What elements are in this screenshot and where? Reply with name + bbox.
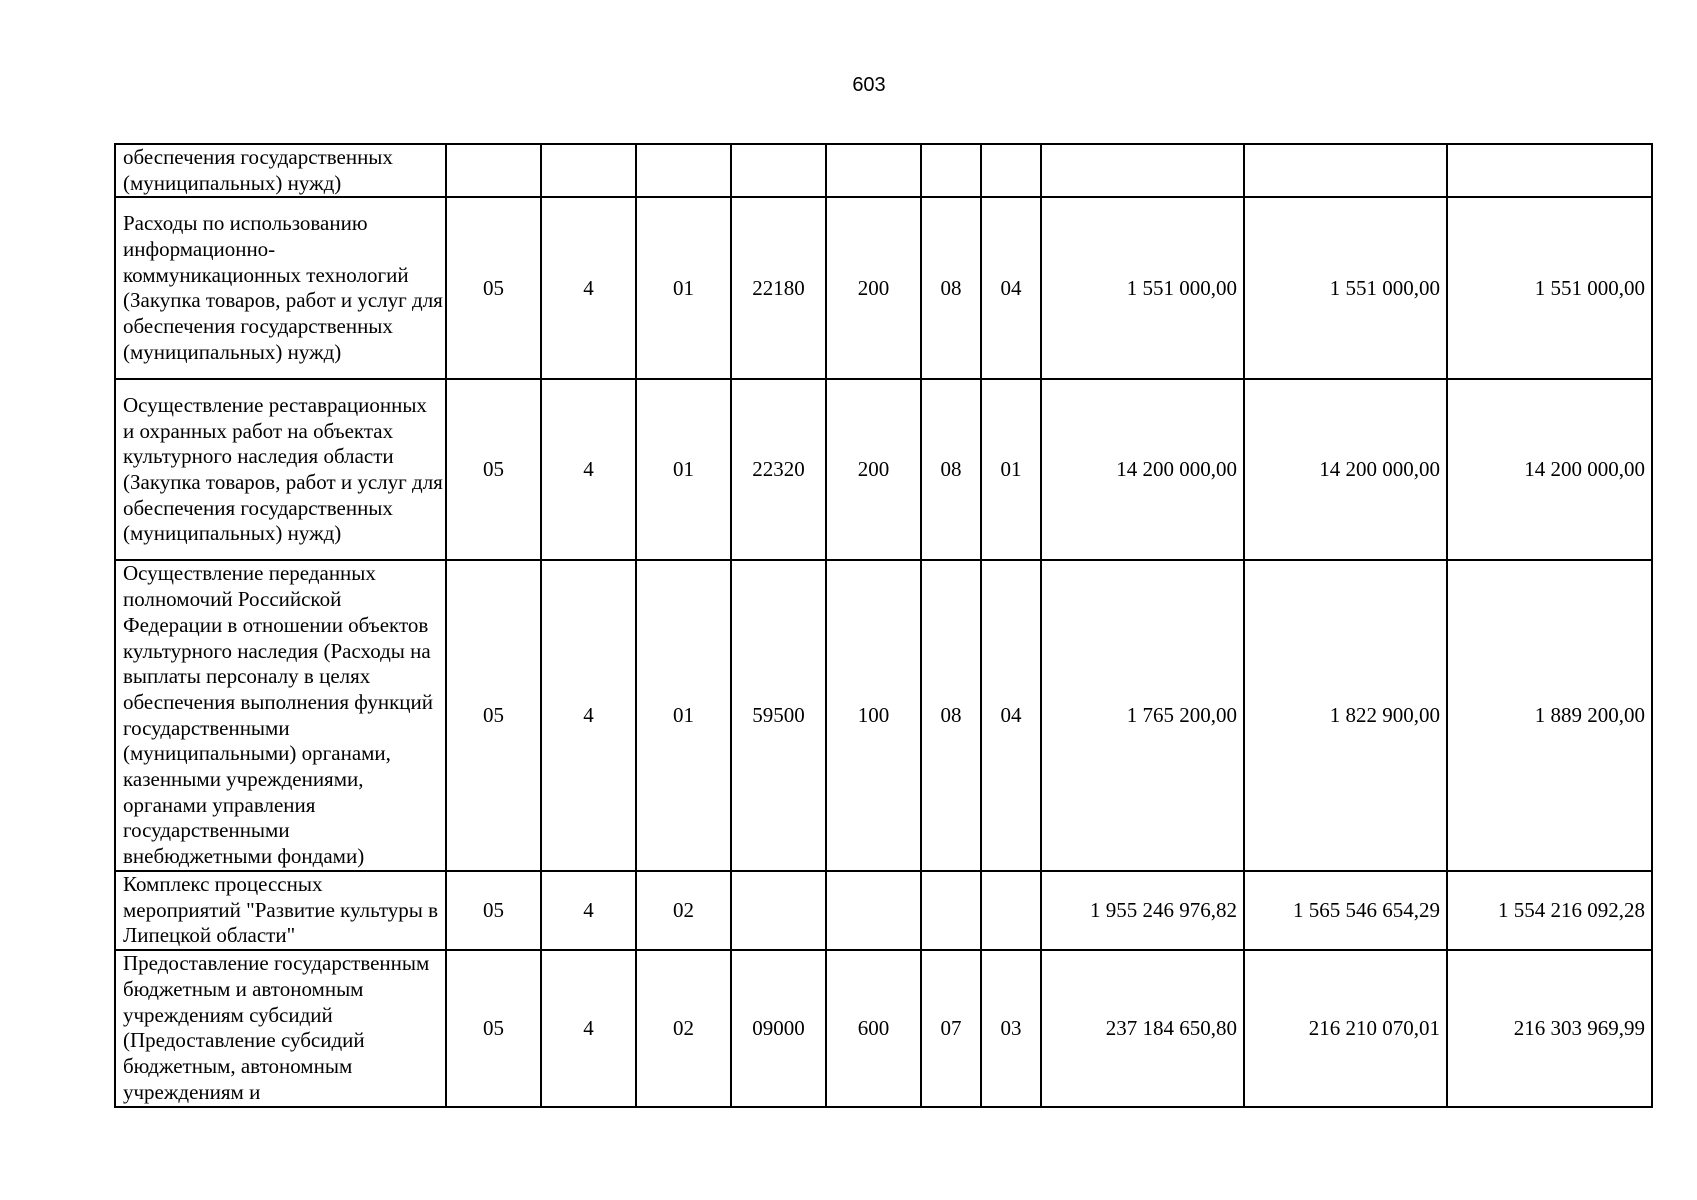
budget-table <box>114 143 1653 1108</box>
code-cell: 05 <box>446 950 541 1107</box>
table-row <box>115 871 1652 950</box>
code-cell: 4 <box>541 197 636 379</box>
code-cell: 100 <box>826 560 921 870</box>
code-cell <box>541 144 636 197</box>
expense-name: Комплекс процессных мероприятий "Развитие культуры в Липецкой области" <box>115 871 446 950</box>
table-row <box>115 144 1652 197</box>
code-cell <box>446 144 541 197</box>
code-cell: 04 <box>981 560 1041 870</box>
code-cell: 02 <box>636 950 731 1107</box>
amount-cell: 1 551 000,00 <box>1244 197 1447 379</box>
code-cell: 01 <box>981 379 1041 560</box>
code-cell: 01 <box>636 560 731 870</box>
code-cell <box>731 144 826 197</box>
code-cell: 02 <box>636 871 731 950</box>
page-number: 603 <box>852 74 886 96</box>
code-cell: 05 <box>446 197 541 379</box>
amount-cell: 14 200 000,00 <box>1041 379 1244 560</box>
amount-cell <box>1244 144 1447 197</box>
amount-cell: 1 765 200,00 <box>1041 560 1244 870</box>
amount-cell: 1 955 246 976,82 <box>1041 871 1244 950</box>
code-cell: 59500 <box>731 560 826 870</box>
code-cell <box>981 144 1041 197</box>
amount-cell: 14 200 000,00 <box>1447 379 1652 560</box>
code-cell <box>981 871 1041 950</box>
code-cell: 22180 <box>731 197 826 379</box>
code-cell: 07 <box>921 950 981 1107</box>
code-cell: 4 <box>541 871 636 950</box>
amount-cell: 216 210 070,01 <box>1244 950 1447 1107</box>
amount-cell: 237 184 650,80 <box>1041 950 1244 1107</box>
code-cell: 200 <box>826 197 921 379</box>
amount-cell: 216 303 969,99 <box>1447 950 1652 1107</box>
amount-cell: 1 822 900,00 <box>1244 560 1447 870</box>
code-cell: 04 <box>981 197 1041 379</box>
code-cell: 08 <box>921 197 981 379</box>
expense-name: обеспечения государственных (муниципальных) нужд) <box>115 144 446 197</box>
amount-cell <box>1041 144 1244 197</box>
table-row <box>115 560 1652 870</box>
code-cell <box>636 144 731 197</box>
expense-name: Расходы по использованию информационно-коммуникационных технологий (Закупка товаров, работ и услуг для обеспечения государственных (муниципальных) нужд) <box>115 197 446 379</box>
code-cell: 4 <box>541 560 636 870</box>
code-cell: 600 <box>826 950 921 1107</box>
code-cell: 05 <box>446 871 541 950</box>
table-row <box>115 950 1652 1107</box>
code-cell <box>731 871 826 950</box>
code-cell <box>921 144 981 197</box>
code-cell <box>826 144 921 197</box>
expense-name: Осуществление реставрационных и охранных работ на объектах культурного наследия области (Закупка товаров, работ и услуг для обеспечения государственных (муниципальных) нужд) <box>115 379 446 560</box>
code-cell: 4 <box>541 379 636 560</box>
code-cell: 22320 <box>731 379 826 560</box>
table-row <box>115 197 1652 379</box>
code-cell: 08 <box>921 560 981 870</box>
table-row <box>115 379 1652 560</box>
code-cell: 200 <box>826 379 921 560</box>
code-cell: 08 <box>921 379 981 560</box>
code-cell: 09000 <box>731 950 826 1107</box>
amount-cell: 1 889 200,00 <box>1447 560 1652 870</box>
amount-cell: 1 551 000,00 <box>1041 197 1244 379</box>
amount-cell: 1 554 216 092,28 <box>1447 871 1652 950</box>
code-cell <box>921 871 981 950</box>
amount-cell: 1 565 546 654,29 <box>1244 871 1447 950</box>
code-cell: 05 <box>446 379 541 560</box>
code-cell: 4 <box>541 950 636 1107</box>
expense-name: Предоставление государственным бюджетным и автономным учреждениям субсидий (Предоставление субсидий бюджетным, автономным учреждениям и <box>115 950 446 1107</box>
code-cell <box>826 871 921 950</box>
code-cell: 03 <box>981 950 1041 1107</box>
expense-name: Осуществление переданных полномочий Российской Федерации в отношении объектов культурного наследия (Расходы на выплаты персоналу в целях обеспечения выполнения функций государственными (муниципальными) органами, казенными учреждениями, органами управления государственными внебюджетными фондами) <box>115 560 446 870</box>
amount-cell: 14 200 000,00 <box>1244 379 1447 560</box>
code-cell: 01 <box>636 379 731 560</box>
code-cell: 01 <box>636 197 731 379</box>
amount-cell <box>1447 144 1652 197</box>
amount-cell: 1 551 000,00 <box>1447 197 1652 379</box>
code-cell: 05 <box>446 560 541 870</box>
